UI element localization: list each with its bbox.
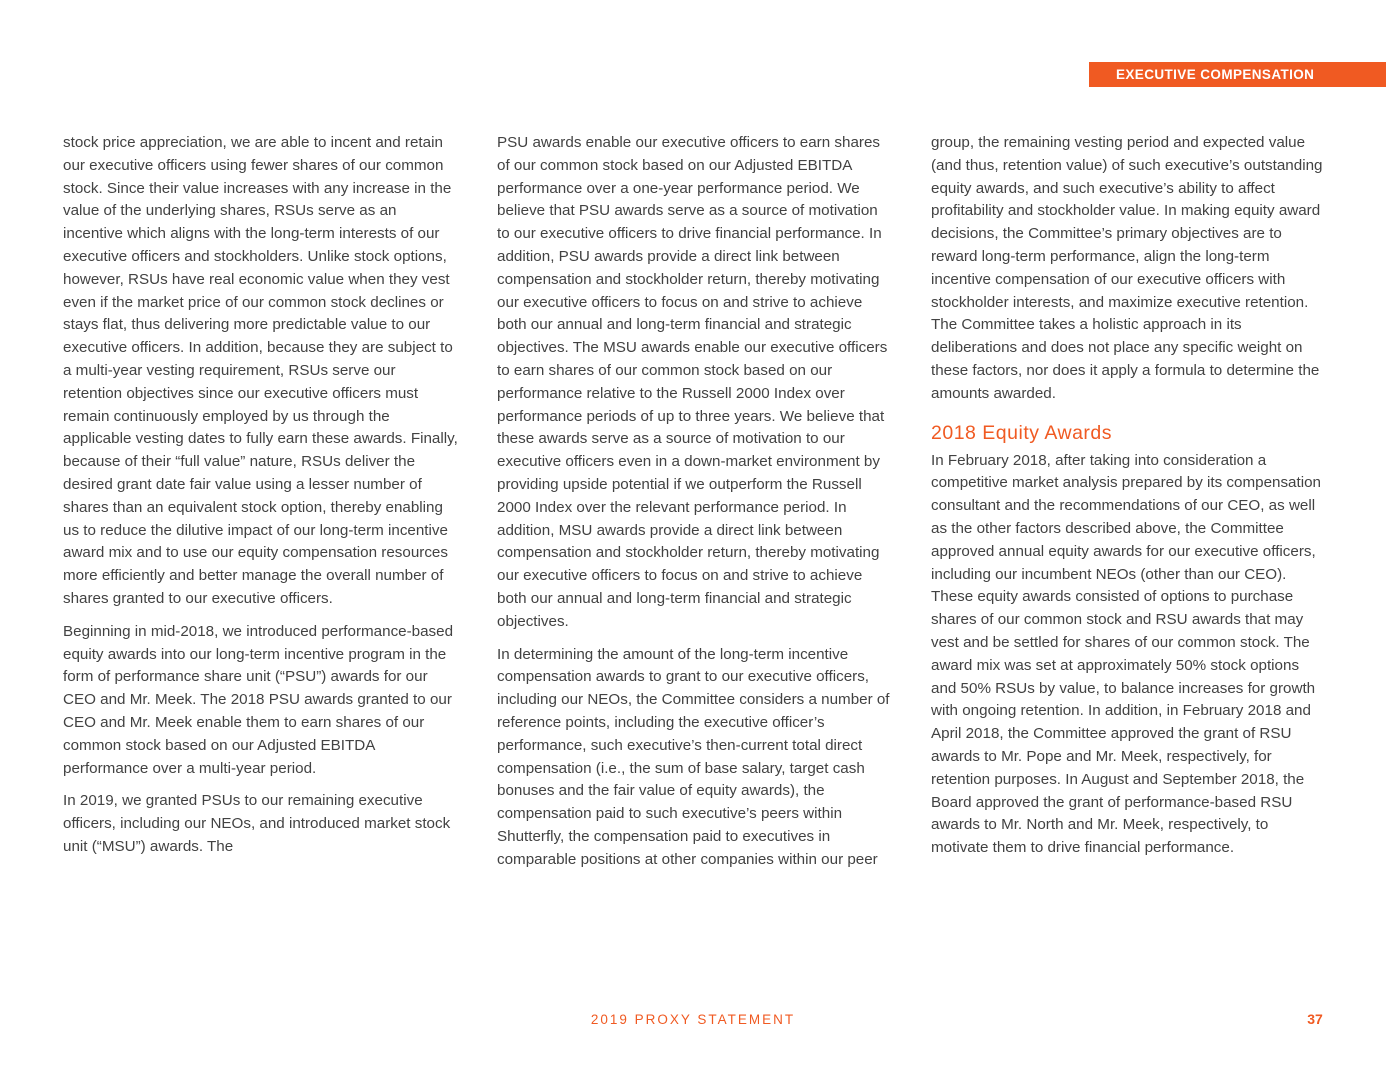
body-paragraph: PSU awards enable our executive officers to earn shares of our common stock based on our Adjusted EBITDA performance over a one-year performance period. We believe that PSU awards serve as a source of motivation to our executive officers to drive financial performance. In addition, PSU awards provide a direct link between compensation and stockholder return, thereby motivating our executive officers to focus on and strive to achieve both our annual and long-term financial and strategic objectives. The MSU awards enable our executive officers to earn shares of our common stock based on our performance relative to the Russell 2000 Index over performance periods of up to three years. We believe that these awards serve as a source of motivation to our executive officers even in a down-market environment by providing upside potential if we outperform the Russell 2000 Index over the relevant performance period. In addition, MSU awards provide a direct link between compensation and stockholder return, thereby motivating our executive officers to focus on and strive to achieve both our annual and long-term financial and strategic objectives.	[497, 134, 888, 630]
body-paragraph: Beginning in mid-2018, we introduced performance-based equity awards into our long-term incentive program in the form of performance share unit (“PSU”) awards for our CEO and Mr. Meek. The 2018 PSU awards granted to our CEO and Mr. Meek enable them to earn shares of our common stock based on our Adjusted EBITDA performance over a multi-year period.	[63, 622, 454, 777]
body-paragraph: In February 2018, after taking into consideration a competitive market analysis prepared by its compensation consultant and the recommendations of our CEO, as well as the other factors described above, the Committee approved annual equity awards for our executive officers, including our incumbent NEOs (other than our CEO). These equity awards consisted of options to purchase shares of our common stock and RSU awards that may vest and be settled for shares of our common stock. The award mix was set at approximately 50% stock options and 50% RSUs by value, to balance increases for growth with ongoing retention. In addition, in February 2018 and April 2018, the Committee approved the grant of RSU awards to Mr. Pope and Mr. Meek, respectively, for retention purposes. In August and September 2018, the Board approved the grant of performance-based RSU awards to Mr. North and Mr. Meek, respectively, to motivate them to drive financial performance.	[931, 451, 1321, 857]
body-paragraph: group, the remaining vesting period and expected value (and thus, retention value) of such executive’s outstanding equity awards, and such executive’s ability to affect profitability and stockholder value. In making equity award decisions, the Committee’s primary objectives are to reward long-term performance, align the long-term incentive compensation of our executive officers with stockholder interests, and maximize executive retention. The Committee takes a holistic approach in its deliberations and does not place any specific weight on these factors, nor does it apply a formula to determine the amounts awarded.	[931, 134, 1323, 402]
footer-document-title: 2019 PROXY STATEMENT	[590, 1012, 796, 1027]
body-paragraph: In determining the amount of the long-term incentive compensation awards to grant to our executive officers, including our NEOs, the Committee considers a number of reference points, including the executive officer’s performance, such executive’s then-current total direct compensation (i.e., the sum of base salary, target cash bonuses and the fair value of equity awards), the compensation paid to such executive’s peers within Shutterfly, the compensation paid to executives in comparable positions at other companies within our peer	[497, 645, 890, 868]
body-paragraph: In 2019, we granted PSUs to our remaining executive officers, including our NEOs, and introduced market stock unit (“MSU”) awards. The	[63, 792, 451, 855]
text-column-middle	[497, 132, 892, 882]
text-column-right	[931, 132, 1326, 870]
section-banner: EXECUTIVE COMPENSATION	[1089, 62, 1386, 87]
section-heading: 2018 Equity Awards	[931, 421, 1113, 444]
page-number: 37	[1307, 1011, 1323, 1027]
text-column-left	[63, 132, 458, 869]
body-paragraph: stock price appreciation, we are able to incent and retain our executive officers using fewer shares of our common stock. Since their value increases with any increase in the value of the underlying shares, RSUs serve as an incentive which aligns with the long-term interests of our executive officers and stockholders. Unlike stock options, however, RSUs have real economic value when they vest even if the market price of our common stock declines or stays flat, thus delivering more predictable value to our executive officers. In addition, because they are subject to a multi-year vesting requirement, RSUs serve our retention objectives since our executive officers must remain continuously employed by us through the applicable vesting dates to fully earn these awards. Finally, because of their “full value” nature, RSUs deliver the desired grant date fair value using a lesser number of shares than an equivalent stock option, thereby enabling us to reduce the dilutive impact of our long-term incentive award mix and to use our equity compensation resources more efficiently and better manage the overall number of shares granted to our executive officers.	[63, 134, 458, 607]
